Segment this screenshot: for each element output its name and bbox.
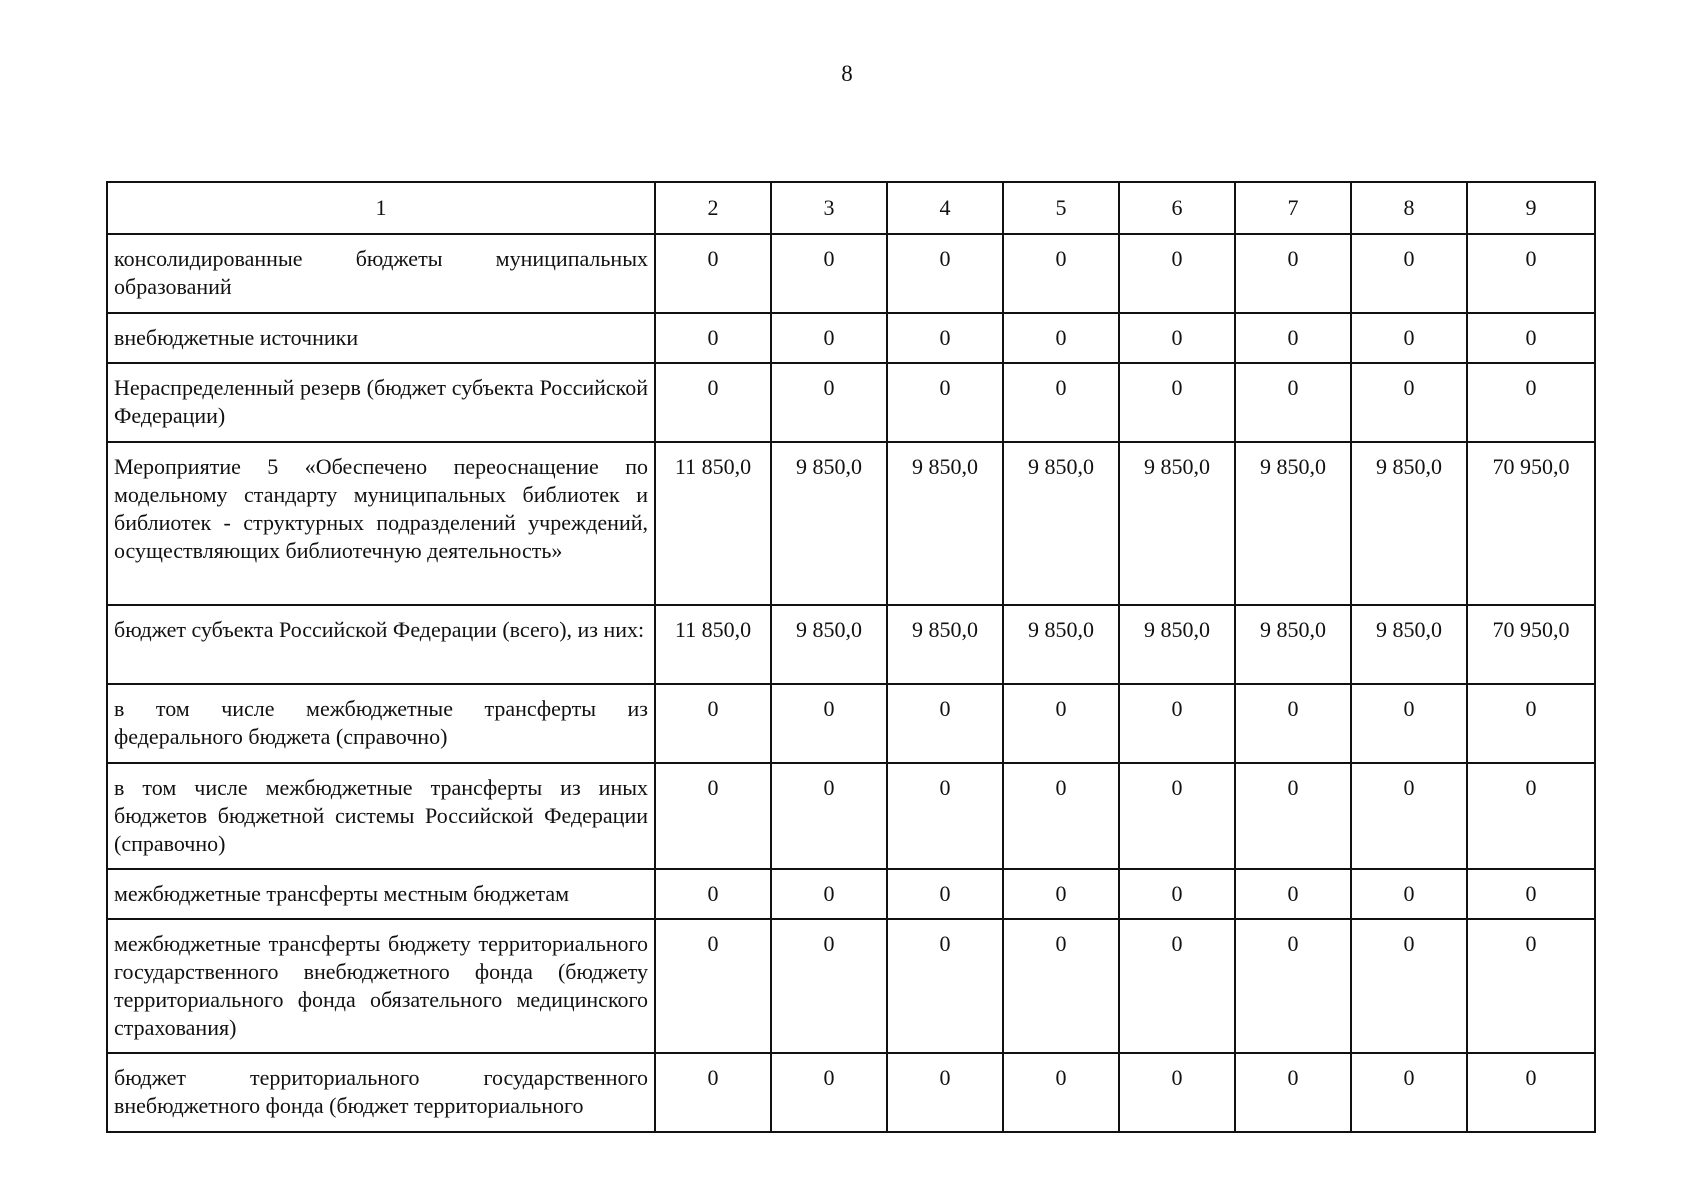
row-label: в том числе межбюджетные трансферты из иных бюджетов бюджетной системы Российской Федерации (справочно) <box>107 763 655 869</box>
table-row <box>107 363 1595 442</box>
value-cell: 11 850,0 <box>655 442 771 605</box>
value-cell: 0 <box>1119 763 1235 869</box>
value-cell: 0 <box>655 363 771 442</box>
header-cell: 7 <box>1235 182 1351 234</box>
value-cell: 9 850,0 <box>1003 442 1119 605</box>
row-label: Нераспределенный резерв (бюджет субъекта Российской Федерации) <box>107 363 655 442</box>
header-cell: 1 <box>107 182 655 234</box>
value-cell: 0 <box>1119 313 1235 363</box>
header-cell: 5 <box>1003 182 1119 234</box>
value-cell: 0 <box>1467 313 1595 363</box>
value-cell: 0 <box>771 684 887 763</box>
value-cell: 9 850,0 <box>1119 442 1235 605</box>
value-cell: 70 950,0 <box>1467 605 1595 684</box>
value-cell: 0 <box>655 919 771 1053</box>
value-cell: 9 850,0 <box>887 442 1003 605</box>
value-cell: 0 <box>1467 869 1595 919</box>
value-cell: 0 <box>887 363 1003 442</box>
header-cell: 8 <box>1351 182 1467 234</box>
value-cell: 0 <box>655 869 771 919</box>
header-cell: 3 <box>771 182 887 234</box>
row-label: межбюджетные трансферты бюджету территориального государственного внебюджетного фонда (бюджету территориального фонда обязательного медицинского страхования) <box>107 919 655 1053</box>
value-cell: 0 <box>655 234 771 313</box>
header-cell: 9 <box>1467 182 1595 234</box>
value-cell: 0 <box>1235 313 1351 363</box>
value-cell: 0 <box>1351 919 1467 1053</box>
value-cell: 9 850,0 <box>1119 605 1235 684</box>
value-cell: 0 <box>1351 313 1467 363</box>
value-cell: 0 <box>1003 313 1119 363</box>
value-cell: 0 <box>1467 763 1595 869</box>
value-cell: 0 <box>1351 1053 1467 1132</box>
value-cell: 0 <box>655 763 771 869</box>
value-cell: 9 850,0 <box>1351 605 1467 684</box>
value-cell: 11 850,0 <box>655 605 771 684</box>
value-cell: 0 <box>771 869 887 919</box>
table-row <box>107 313 1595 363</box>
value-cell: 0 <box>1235 1053 1351 1132</box>
value-cell: 9 850,0 <box>771 605 887 684</box>
value-cell: 0 <box>1003 919 1119 1053</box>
value-cell: 0 <box>1003 763 1119 869</box>
value-cell: 0 <box>771 313 887 363</box>
value-cell: 0 <box>1467 684 1595 763</box>
table-row <box>107 234 1595 313</box>
value-cell: 0 <box>1119 869 1235 919</box>
value-cell: 9 850,0 <box>1003 605 1119 684</box>
value-cell: 0 <box>1467 1053 1595 1132</box>
value-cell: 0 <box>1351 869 1467 919</box>
header-cell: 6 <box>1119 182 1235 234</box>
page-number: 8 <box>841 61 853 86</box>
value-cell: 0 <box>1467 919 1595 1053</box>
value-cell: 0 <box>771 363 887 442</box>
value-cell: 0 <box>887 869 1003 919</box>
value-cell: 0 <box>887 684 1003 763</box>
table-row <box>107 684 1595 763</box>
value-cell: 9 850,0 <box>1351 442 1467 605</box>
value-cell: 0 <box>887 313 1003 363</box>
value-cell: 0 <box>1235 869 1351 919</box>
value-cell: 0 <box>1351 684 1467 763</box>
value-cell: 0 <box>887 919 1003 1053</box>
value-cell: 70 950,0 <box>1467 442 1595 605</box>
value-cell: 0 <box>887 1053 1003 1132</box>
table-row <box>107 919 1595 1053</box>
value-cell: 0 <box>1235 363 1351 442</box>
value-cell: 9 850,0 <box>1235 605 1351 684</box>
value-cell: 0 <box>1119 684 1235 763</box>
value-cell: 0 <box>771 234 887 313</box>
table-row <box>107 605 1595 684</box>
value-cell: 0 <box>1351 234 1467 313</box>
row-label: межбюджетные трансферты местным бюджетам <box>107 869 655 919</box>
header-cell: 4 <box>887 182 1003 234</box>
value-cell: 0 <box>771 763 887 869</box>
value-cell: 0 <box>887 234 1003 313</box>
table-row <box>107 869 1595 919</box>
value-cell: 0 <box>1003 234 1119 313</box>
value-cell: 0 <box>1235 763 1351 869</box>
table-row <box>107 442 1595 605</box>
value-cell: 9 850,0 <box>1235 442 1351 605</box>
table-row <box>107 1053 1595 1132</box>
value-cell: 0 <box>1119 363 1235 442</box>
row-label: бюджет субъекта Российской Федерации (всего), из них: <box>107 605 655 684</box>
value-cell: 0 <box>1003 684 1119 763</box>
value-cell: 0 <box>1119 919 1235 1053</box>
value-cell: 0 <box>1351 363 1467 442</box>
value-cell: 0 <box>1235 684 1351 763</box>
value-cell: 0 <box>655 1053 771 1132</box>
value-cell: 9 850,0 <box>887 605 1003 684</box>
row-label: бюджет территориального государственного внебюджетного фонда (бюджет территориального <box>107 1053 655 1132</box>
value-cell: 0 <box>1003 869 1119 919</box>
header-cell: 2 <box>655 182 771 234</box>
value-cell: 0 <box>1235 919 1351 1053</box>
budget-table <box>106 181 1596 1133</box>
row-label: Мероприятие 5 «Обеспечено переоснащение по модельному стандарту муниципальных библиотек и библиотек - структурных подразделений учреждений, осуществляющих библиотечную деятельность» <box>107 442 655 605</box>
row-label: консолидированные бюджеты муниципальных образований <box>107 234 655 313</box>
value-cell: 0 <box>1467 363 1595 442</box>
value-cell: 0 <box>655 684 771 763</box>
value-cell: 0 <box>1235 234 1351 313</box>
value-cell: 0 <box>1119 234 1235 313</box>
value-cell: 0 <box>1119 1053 1235 1132</box>
row-label: в том числе межбюджетные трансферты из федерального бюджета (справочно) <box>107 684 655 763</box>
value-cell: 9 850,0 <box>771 442 887 605</box>
row-label: внебюджетные источники <box>107 313 655 363</box>
value-cell: 0 <box>887 763 1003 869</box>
table-header-row <box>107 182 1595 234</box>
value-cell: 0 <box>1003 1053 1119 1132</box>
value-cell: 0 <box>1003 363 1119 442</box>
value-cell: 0 <box>1467 234 1595 313</box>
table-row <box>107 763 1595 869</box>
value-cell: 0 <box>1351 763 1467 869</box>
value-cell: 0 <box>771 919 887 1053</box>
value-cell: 0 <box>655 313 771 363</box>
value-cell: 0 <box>771 1053 887 1132</box>
